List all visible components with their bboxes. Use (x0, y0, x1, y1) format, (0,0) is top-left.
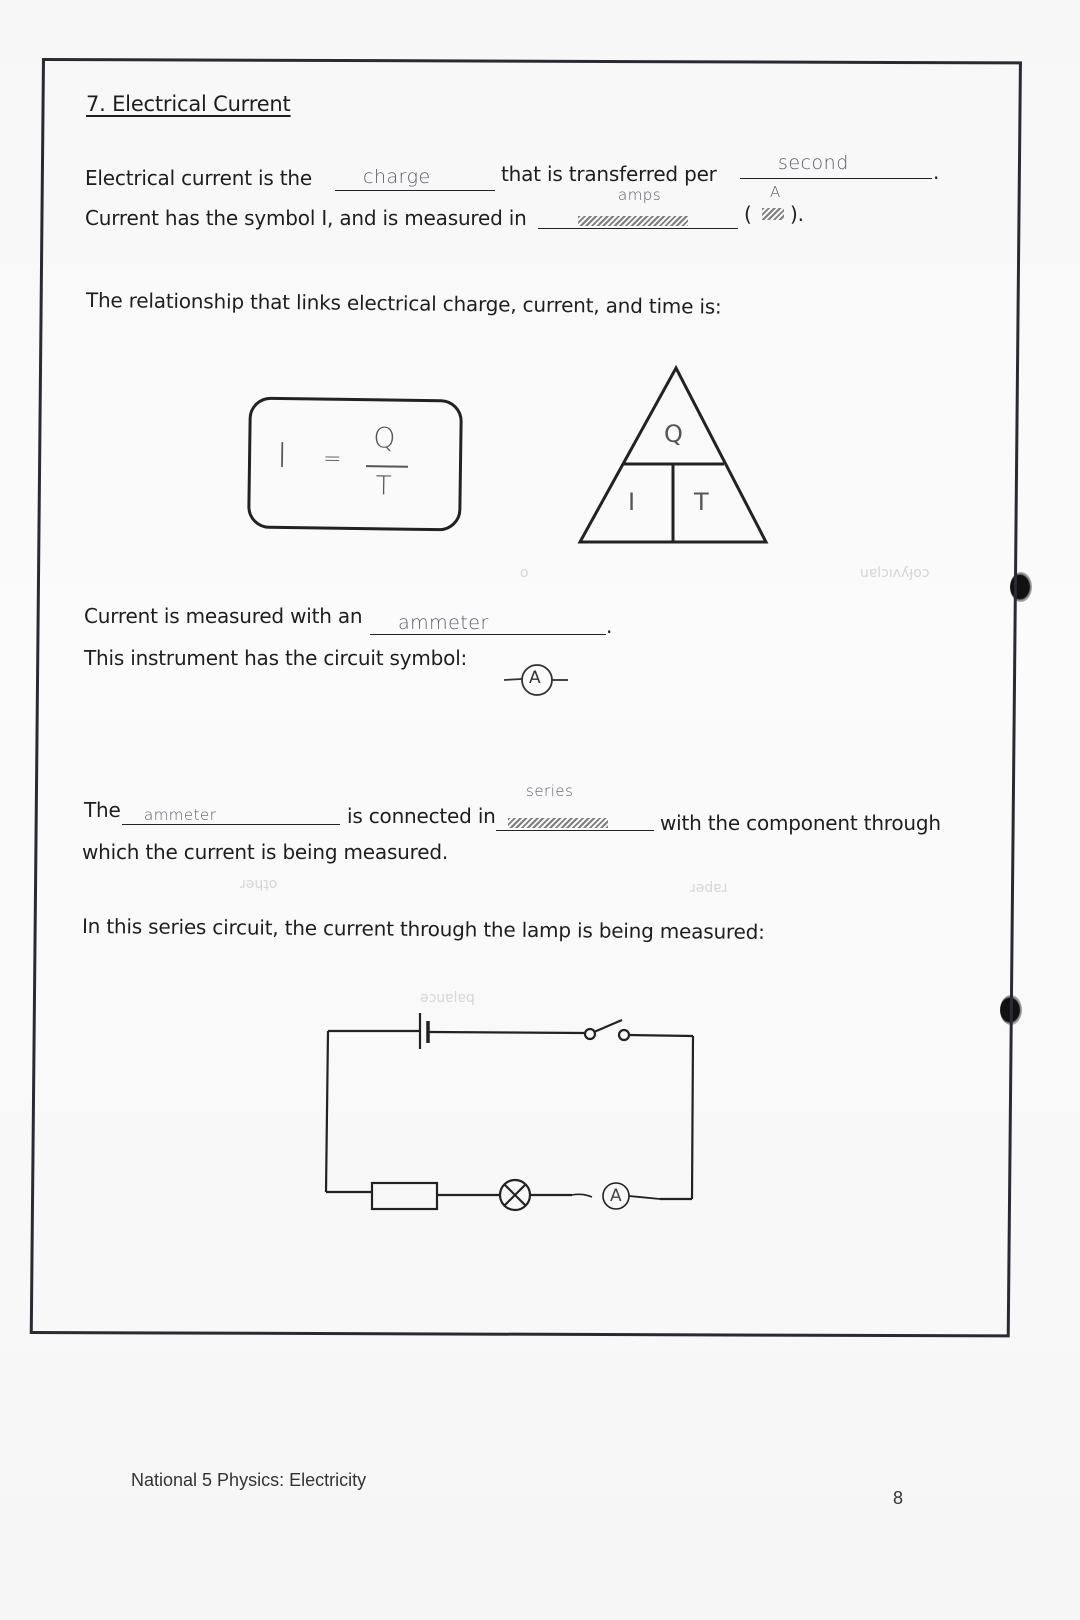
formula-lhs: I (276, 435, 288, 477)
definition-line-2-prefix: Current has the symbol I, and is measured in (85, 206, 527, 230)
handwritten-unit-symbol: A (770, 183, 781, 201)
show-through-mark: ɹǝdɐɹ (690, 880, 728, 896)
fraction-bar (366, 465, 408, 468)
series-circuit-diagram (310, 1005, 710, 1235)
handwritten-answer-ammeter-2: ammeter (144, 806, 217, 824)
definition-line-1-suffix: . (933, 160, 940, 184)
footer-page-number: 8 (893, 1488, 904, 1508)
circuit-ammeter-letter: A (610, 1186, 622, 1206)
connection-line-2: which the current is being measured. (82, 840, 449, 864)
show-through-mark: ɹǝɥʇo (240, 876, 278, 892)
show-through-mark: uɐlɔıʌʎɟoɔ (860, 565, 930, 581)
connection-middle: is connected in (347, 804, 496, 828)
ammeter-symbol-letter: A (529, 668, 541, 688)
show-through-mark: ǝɔuɐlɐq (420, 990, 475, 1006)
show-through-mark: o (520, 565, 529, 581)
triangle-top-label: Q (664, 420, 683, 448)
triangle-bottom-right-label: T (694, 488, 709, 516)
formula-equals: = (322, 446, 342, 472)
blank-series[interactable] (496, 782, 654, 831)
section-title: 7. Electrical Current (86, 92, 291, 116)
connection-prefix: The (84, 798, 121, 822)
definition-line-1-middle: that is transferred per (501, 162, 717, 186)
formula-denominator: T (375, 471, 392, 502)
measurement-line-1-prefix: Current is measured with an (84, 604, 363, 628)
relationship-intro: The relationship that links electrical charge, current, and time is: (85, 288, 722, 319)
circuit-caption: In this series circuit, the current through the lamp is being measured: (81, 914, 765, 944)
handwritten-answer-charge: charge (363, 166, 431, 188)
blank-charge[interactable] (335, 166, 495, 191)
unit-close-paren: ). (790, 202, 804, 226)
blank-ammeter-2[interactable] (122, 806, 340, 825)
crossed-out-scribble (508, 818, 608, 828)
handwritten-answer-series: series (526, 782, 574, 800)
unit-open-paren: ( (744, 202, 752, 226)
formula-triangle (570, 360, 780, 550)
footer-course-title: National 5 Physics: Electricity (131, 1470, 367, 1490)
blank-unit[interactable] (538, 186, 738, 229)
blank-ammeter[interactable] (370, 614, 606, 635)
definition-line-1-prefix: Electrical current is the (85, 166, 312, 190)
handwritten-answer-amps: amps (618, 186, 662, 204)
crossed-out-scribble (578, 216, 688, 226)
crossed-out-scribble (762, 208, 784, 220)
measurement-line-1-suffix: . (606, 614, 613, 638)
formula-numerator: Q (373, 421, 396, 455)
handwritten-answer-ammeter: ammeter (398, 612, 489, 634)
handwritten-answer-second: second (778, 152, 849, 174)
connection-suffix: with the component through (660, 811, 941, 835)
formula-box (247, 397, 463, 532)
triangle-bottom-left-label: I (628, 488, 636, 516)
blank-second[interactable] (740, 152, 932, 179)
measurement-line-2: This instrument has the circuit symbol: (84, 646, 468, 670)
